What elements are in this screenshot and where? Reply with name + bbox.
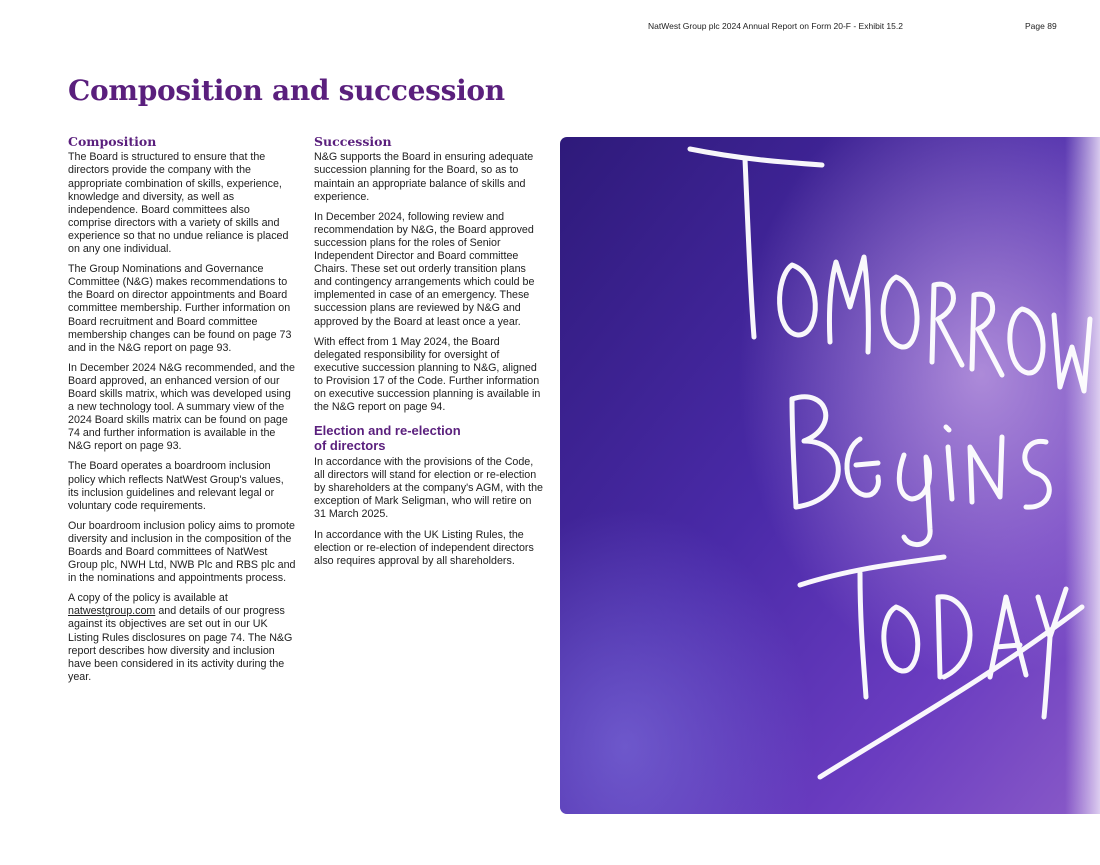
succession-heading: Succession <box>314 134 392 149</box>
composition-paragraph: Our boardroom inclusion policy aims to promote diversity and inclusion in the composition of the Boards and Board committees of NatWest Group plc, NWH Ltd, NWB Plc and RBS plc and in the nominations and appointments process. <box>68 519 296 585</box>
composition-column <box>68 135 296 691</box>
succession-paragraph: N&G supports the Board in ensuring adequate succession planning for the Board, so as to maintain an appropriate balance of skills and experience. <box>314 151 534 203</box>
policy-text: A copy of the policy is available at <box>68 592 228 605</box>
composition-paragraph <box>68 592 296 684</box>
election-paragraph: In accordance with the provisions of the Code, all directors will stand for election or re-election by shareholders at the company's AGM, with the exception of Mark Seligman, who will retire on 31 March 2025. <box>314 456 543 521</box>
succession-column <box>314 135 546 575</box>
composition-heading: Composition <box>68 134 157 149</box>
election-heading-line2: of directors <box>314 438 386 454</box>
composition-paragraph: In December 2024 N&G recommended, and the Board approved, an enhanced version of our Board skills matrix, which was developed using a new technology tool. A summary view of the 2024 Board skills matrix can be found on page 74 and further information is available in the N&G report on page 93. <box>68 361 295 453</box>
composition-paragraph: The Board operates a boardroom inclusion policy which reflects NatWest Group's values, its inclusion guidelines and relevant legal or voluntary code requirements. <box>68 460 284 512</box>
tomorrow-begins-today-photo <box>560 137 1100 814</box>
election-paragraph: In accordance with the UK Listing Rules, the election or re-election of independent directors also requires approval by all shareholders. <box>314 528 534 567</box>
report-header-title: NatWest Group plc 2024 Annual Report on Form 20-F - Exhibit 15.2 <box>648 21 903 31</box>
composition-paragraph: The Group Nominations and Governance Committee (N&G) makes recommendations to the Board on director appointments and Board committee membership. Further information on Board recruitment and Board committee membership changes can be found on page 73 and in the N&G report on page 93. <box>68 263 292 354</box>
page-number: Page 89 <box>1025 21 1057 31</box>
photo-artwork <box>560 137 1100 814</box>
composition-paragraph: The Board is structured to ensure that the directors provide the company with the appropriate combination of skills, experience, knowledge and diversity, as well as independence. Board committees also comprise directors with a variety of skills and experience so that no undue reliance is placed on any one individual. <box>68 151 289 256</box>
election-heading-line1: Election and re-election <box>314 423 461 439</box>
succession-paragraph: In December 2024, following review and recommendation by N&G, the Board approved succession plans for the roles of Senior Independent Director and Board committee Chairs. These set out orderly transition plans and contingency arrangements which could be implemented in case of an emergency. These succession plans are reviewed by N&G and approved by the Board at least once a year. <box>314 210 535 328</box>
election-heading <box>314 424 546 454</box>
policy-text-continued: and details of our progress against its objectives are set out in our UK Listing Rules disclosures on page 74. The N&G report describes how diversity and inclusion have been considered in its activity during the year. <box>68 605 293 683</box>
natwestgroup-link[interactable]: natwestgroup.com <box>68 605 156 618</box>
page-title: Composition and succession <box>68 74 505 107</box>
succession-paragraph: With effect from 1 May 2024, the Board delegated responsibility for oversight of executive succession planning to N&G, aligned to Provision 17 of the Code. Further information on executive succession planning is available in the N&G report on page 94. <box>314 335 541 414</box>
